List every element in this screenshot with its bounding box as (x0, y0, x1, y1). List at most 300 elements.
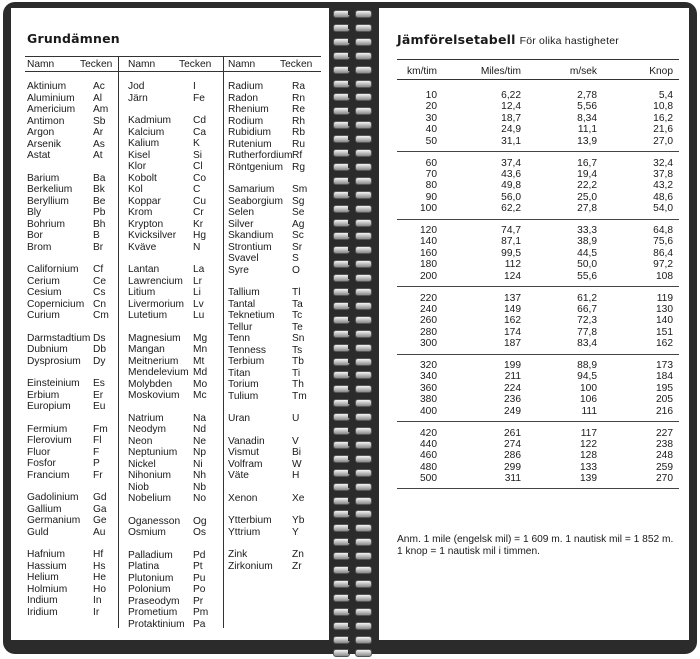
element-name: Kadmium (128, 115, 172, 126)
mph-cell: 12,4 (501, 101, 521, 113)
knots-cell: 54,0 (653, 203, 673, 215)
element-name: Flerovium (27, 435, 72, 446)
spiral-binding (331, 0, 373, 659)
col-head-ms: m/sek (569, 66, 597, 77)
group-spacer (128, 539, 222, 550)
kmh-cell: 360 (420, 382, 437, 394)
element-row (228, 527, 323, 539)
element-row (27, 264, 117, 276)
element-symbol: Se (292, 207, 305, 218)
element-symbol: Dy (93, 355, 106, 367)
element-row (228, 310, 323, 322)
element-row (27, 435, 117, 447)
element-name: Protaktinium (128, 618, 185, 630)
element-row (27, 390, 117, 402)
element-symbol: Ge (93, 515, 107, 526)
element-name: Tenn (228, 333, 251, 344)
group-spacer (27, 253, 117, 264)
element-row (128, 447, 222, 459)
ms-cell: 133 (580, 461, 597, 473)
binding-ring (331, 133, 373, 143)
knots-cell: 205 (656, 394, 673, 406)
element-row (228, 561, 323, 573)
element-symbol: Lv (193, 298, 204, 310)
element-symbol: Kr (193, 218, 204, 230)
element-symbol: Br (93, 241, 104, 253)
element-name: Zink (228, 549, 248, 560)
mph-cell: 311 (504, 473, 521, 485)
knots-cell: 151 (656, 326, 673, 338)
element-name: Curium (27, 310, 60, 321)
element-symbol: Co (193, 172, 207, 184)
element-row (228, 219, 323, 231)
element-symbol: Th (292, 379, 304, 390)
element-symbol: Fe (193, 92, 205, 104)
kmh-cell: 200 (420, 270, 437, 282)
group-spacer (228, 504, 323, 515)
element-name: Astat (27, 150, 51, 161)
element-name: Platina (128, 561, 160, 572)
binding-ring (331, 64, 373, 74)
mph-cell: 24,9 (501, 124, 521, 136)
element-row (128, 344, 222, 356)
col-head-name: Namn (228, 59, 256, 70)
element-symbol: N (193, 241, 201, 253)
kmh-cell: 460 (420, 450, 437, 462)
element-row (128, 596, 222, 608)
mph-cell: 137 (504, 292, 521, 304)
element-row (228, 93, 323, 105)
element-name: Kobolt (128, 172, 157, 184)
element-symbol: As (93, 138, 105, 150)
element-symbol: Os (193, 527, 207, 538)
element-name: Bohrium (27, 218, 65, 230)
element-symbol: Lr (193, 275, 203, 287)
mph-cell: 49,8 (501, 180, 521, 192)
element-row (27, 150, 117, 162)
element-row (128, 527, 222, 539)
element-row (228, 333, 323, 345)
binding-ring (331, 369, 373, 379)
header-rule-bottom (397, 79, 679, 80)
element-row (228, 515, 323, 527)
element-name: Oganesson (128, 515, 181, 527)
kmh-cell: 260 (420, 315, 437, 327)
element-symbol: P (93, 458, 100, 469)
element-symbol: Mg (193, 332, 208, 344)
group-spacer (228, 538, 323, 549)
element-name: Terbium (228, 356, 265, 367)
element-symbol: F (93, 446, 100, 458)
element-name: Iridium (27, 606, 58, 618)
element-column (228, 81, 323, 572)
element-row (228, 287, 323, 299)
binding-ring (331, 300, 373, 310)
binding-ring (331, 453, 373, 463)
knots-cell: 27,0 (653, 135, 673, 147)
element-row (128, 516, 222, 528)
element-row (128, 196, 222, 208)
element-name: Guld (27, 526, 49, 538)
col-head-mph: Miles/tim (480, 66, 521, 77)
element-symbol: Pt (193, 561, 203, 572)
col-head-symbol: Tecken (179, 59, 212, 70)
ms-cell: 139 (580, 473, 597, 485)
element-name: Lawrencium (128, 275, 183, 287)
element-row (128, 150, 222, 162)
element-name: Klor (128, 161, 147, 172)
knots-cell: 140 (656, 315, 673, 327)
element-row (228, 459, 323, 471)
knots-cell: 48,6 (653, 191, 673, 203)
element-symbol: Zn (292, 549, 304, 560)
element-name: Samarium (228, 184, 275, 195)
header-rule-top (397, 59, 679, 60)
element-name: Kväve (128, 241, 157, 253)
element-row (27, 139, 117, 151)
element-row (228, 207, 323, 219)
element-name: Osmium (128, 527, 166, 538)
mph-cell: 174 (504, 326, 521, 338)
element-symbol: Nd (193, 424, 207, 435)
element-symbol: H (292, 470, 300, 481)
element-row (228, 549, 323, 561)
element-symbol: U (292, 413, 300, 424)
element-symbol: Tm (292, 390, 307, 402)
element-symbol: Fm (93, 423, 108, 435)
element-row (27, 184, 117, 196)
group-spacer (27, 413, 117, 424)
element-symbol: Bi (292, 447, 302, 458)
mph-cell: 224 (504, 382, 521, 394)
element-symbol: Cn (93, 298, 107, 310)
binding-ring (331, 411, 373, 421)
element-name: Silver (228, 218, 254, 230)
mph-cell: 274 (504, 438, 521, 450)
element-symbol: Es (93, 378, 105, 389)
element-name: Radium (228, 81, 264, 92)
ms-cell: 38,9 (577, 236, 597, 248)
ms-cell: 128 (580, 450, 597, 462)
element-name: Holmium (27, 583, 68, 595)
mph-cell: 56,0 (501, 191, 521, 203)
element-symbol: Tc (292, 310, 303, 321)
element-symbol: Mc (193, 390, 207, 401)
mph-cell: 286 (504, 450, 521, 462)
element-symbol: Ts (292, 344, 303, 356)
table-subtitle: För olika hastigheter (519, 35, 619, 47)
element-symbol: Au (93, 526, 106, 538)
element-symbol: Nh (193, 470, 207, 481)
element-symbol: Bk (93, 184, 105, 195)
knots-cell: 108 (656, 270, 673, 282)
element-row (228, 184, 323, 196)
element-name: Hassium (27, 560, 67, 572)
element-symbol: Hf (93, 549, 104, 560)
element-symbol: At (93, 150, 103, 161)
element-row (27, 470, 117, 482)
element-symbol: Ga (93, 503, 107, 515)
element-symbol: Tl (292, 287, 301, 298)
binding-ring (331, 119, 373, 129)
element-symbol: Cu (193, 195, 207, 207)
table-note: 1 knop = 1 nautisk mil i timmen. (397, 546, 540, 557)
kmh-cell: 300 (420, 338, 437, 350)
element-symbol: Sb (93, 115, 106, 127)
element-name: Xenon (228, 492, 258, 504)
element-row (128, 459, 222, 471)
knots-cell: 43,2 (653, 180, 673, 192)
ms-cell: 94,5 (577, 371, 597, 383)
element-row (27, 549, 117, 561)
element-row (128, 470, 222, 482)
ms-cell: 88,9 (577, 360, 597, 371)
element-symbol: C (193, 184, 201, 195)
element-row (128, 173, 222, 185)
element-symbol: Cm (93, 310, 109, 321)
binding-ring (331, 161, 373, 171)
element-row (128, 493, 222, 505)
element-row (228, 104, 323, 116)
element-row (228, 116, 323, 128)
element-row (27, 287, 117, 299)
element-row (228, 368, 323, 380)
element-row (27, 230, 117, 242)
group-divider (397, 219, 679, 220)
element-symbol: Pd (193, 549, 206, 561)
element-symbol: Na (193, 412, 207, 424)
mph-cell: 249 (504, 405, 521, 417)
kmh-cell: 50 (425, 135, 437, 147)
group-spacer (27, 481, 117, 492)
element-name: Neon (128, 435, 153, 447)
kmh-cell: 140 (420, 236, 437, 248)
group-spacer (128, 253, 222, 264)
element-name: Barium (27, 172, 60, 184)
ms-cell: 27,8 (577, 203, 597, 215)
element-symbol: Ac (93, 81, 105, 92)
element-row (128, 242, 222, 254)
binding-ring (331, 647, 373, 657)
element-row (228, 470, 323, 482)
element-symbol: Cf (93, 264, 104, 275)
kmh-cell: 400 (420, 405, 437, 417)
element-name: Ytterbium (228, 515, 272, 526)
element-symbol: He (93, 572, 107, 583)
element-row (128, 333, 222, 345)
col-head-name: Namn (128, 59, 156, 70)
element-row (228, 81, 323, 93)
element-row (27, 116, 117, 128)
group-spacer (27, 538, 117, 549)
element-symbol: Hs (93, 560, 106, 572)
binding-ring (331, 508, 373, 518)
element-symbol: Cl (193, 161, 203, 172)
element-row (128, 379, 222, 391)
ms-cell: 111 (581, 405, 597, 417)
binding-ring (331, 22, 373, 32)
mph-cell: 74,7 (501, 225, 521, 236)
binding-ring (331, 481, 373, 491)
knots-cell: 86,4 (653, 247, 673, 259)
element-row (128, 607, 222, 619)
binding-ring (331, 383, 373, 393)
element-name: Yttrium (228, 526, 261, 538)
element-name: Magnesium (128, 332, 181, 344)
element-name: Svavel (228, 253, 259, 264)
element-name: Dubnium (27, 344, 68, 355)
binding-ring (331, 314, 373, 324)
element-name: Praseodym (128, 595, 180, 607)
element-name: Syre (228, 264, 249, 276)
knots-cell: 184 (656, 371, 673, 383)
col-head-symbol: Tecken (280, 59, 313, 70)
element-name: Kol (128, 184, 143, 195)
ms-cell: 33,3 (577, 225, 597, 236)
element-name: Litium (128, 287, 156, 298)
element-row (128, 299, 222, 311)
element-row (228, 322, 323, 334)
element-symbol: Pr (193, 595, 204, 607)
element-symbol: Cs (93, 287, 106, 298)
element-name: Moskovium (128, 390, 180, 401)
kmh-cell: 500 (420, 473, 437, 485)
element-name: Beryllium (27, 195, 69, 207)
element-symbol: K (193, 138, 200, 149)
element-symbol: I (193, 81, 196, 92)
col-head-kmh: km/tim (407, 66, 437, 77)
ms-cell: 22,2 (577, 180, 597, 192)
kmh-cell: 60 (425, 157, 437, 169)
right-page (379, 8, 689, 640)
element-name: Rodium (228, 115, 264, 127)
element-row (27, 572, 117, 584)
group-spacer (27, 367, 117, 378)
col-head-name: Namn (27, 59, 55, 70)
element-row (128, 390, 222, 402)
element-name: Tantal (228, 298, 256, 310)
ms-cell: 19,4 (577, 168, 597, 180)
binding-ring (331, 550, 373, 560)
element-row (27, 515, 117, 527)
element-name: Nickel (128, 458, 156, 470)
element-row (128, 81, 222, 93)
element-name: Fluor (27, 446, 51, 458)
element-row (27, 104, 117, 116)
element-symbol: Fr (93, 469, 103, 481)
binding-ring (331, 425, 373, 435)
element-symbol: Rf (292, 150, 303, 161)
element-row (228, 253, 323, 265)
kmh-cell: 10 (425, 90, 437, 101)
element-name: Mendelevium (128, 367, 189, 378)
element-name: Dysprosium (27, 355, 81, 367)
element-name: Gallium (27, 503, 62, 515)
element-name: Neodym (128, 424, 166, 435)
element-symbol: Zr (292, 560, 302, 572)
element-column (128, 81, 222, 630)
binding-ring (331, 592, 373, 602)
knots-cell: 119 (656, 292, 673, 304)
ms-cell: 16,7 (577, 157, 597, 169)
element-row (228, 196, 323, 208)
element-symbol: Fl (93, 435, 102, 446)
column-divider (118, 56, 119, 628)
element-name: Indium (27, 595, 58, 606)
knots-cell: 64,8 (653, 225, 673, 236)
element-symbol: Rb (292, 127, 306, 138)
page-title: Grundämnen (27, 31, 120, 46)
kmh-cell: 440 (420, 438, 437, 450)
element-name: Antimon (27, 115, 65, 127)
element-row (128, 207, 222, 219)
element-row (128, 482, 222, 494)
element-row (228, 162, 323, 174)
element-row (128, 367, 222, 379)
kmh-cell: 80 (425, 180, 437, 192)
element-row (228, 242, 323, 254)
element-name: Bor (27, 230, 43, 241)
kmh-cell: 90 (425, 191, 437, 203)
element-symbol: Ce (93, 275, 107, 287)
element-name: Francium (27, 469, 70, 481)
element-name: Väte (228, 470, 249, 481)
element-row (128, 93, 222, 105)
group-spacer (27, 162, 117, 173)
binding-ring (331, 467, 373, 477)
element-symbol: S (292, 253, 299, 264)
element-symbol: Yb (292, 515, 305, 526)
element-symbol: Y (292, 526, 299, 538)
element-name: Molybden (128, 378, 173, 390)
element-row (128, 436, 222, 448)
group-spacer (228, 402, 323, 413)
group-spacer (128, 104, 222, 115)
element-name: Torium (228, 379, 259, 390)
element-column (27, 81, 117, 618)
element-name: Rutenium (228, 138, 272, 150)
column-divider (223, 56, 224, 628)
element-row (27, 242, 117, 254)
table-title: Jämförelsetabell (397, 32, 516, 47)
mph-cell: 149 (504, 303, 521, 315)
element-name: Skandium (228, 230, 274, 241)
ms-cell: 106 (580, 394, 597, 406)
element-row (27, 458, 117, 470)
mph-cell: 112 (504, 259, 521, 271)
element-symbol: Mo (193, 378, 208, 390)
element-symbol: Sn (292, 333, 305, 344)
element-row (128, 161, 222, 173)
mph-cell: 37,4 (501, 157, 521, 169)
knots-cell: 162 (656, 338, 673, 350)
element-symbol: Pa (193, 618, 206, 630)
element-symbol: Ar (93, 127, 104, 138)
element-row (228, 413, 323, 425)
binding-ring (331, 356, 373, 366)
element-row (228, 436, 323, 448)
kmh-cell: 40 (425, 124, 437, 136)
col-head-knots: Knop (649, 66, 673, 77)
knots-cell: 238 (656, 438, 673, 450)
element-symbol: O (292, 264, 300, 276)
element-symbol: In (93, 595, 102, 606)
element-name: Uran (228, 413, 251, 424)
group-spacer (128, 322, 222, 333)
element-name: Livermorium (128, 298, 185, 310)
binding-ring (331, 147, 373, 157)
element-row (27, 127, 117, 139)
